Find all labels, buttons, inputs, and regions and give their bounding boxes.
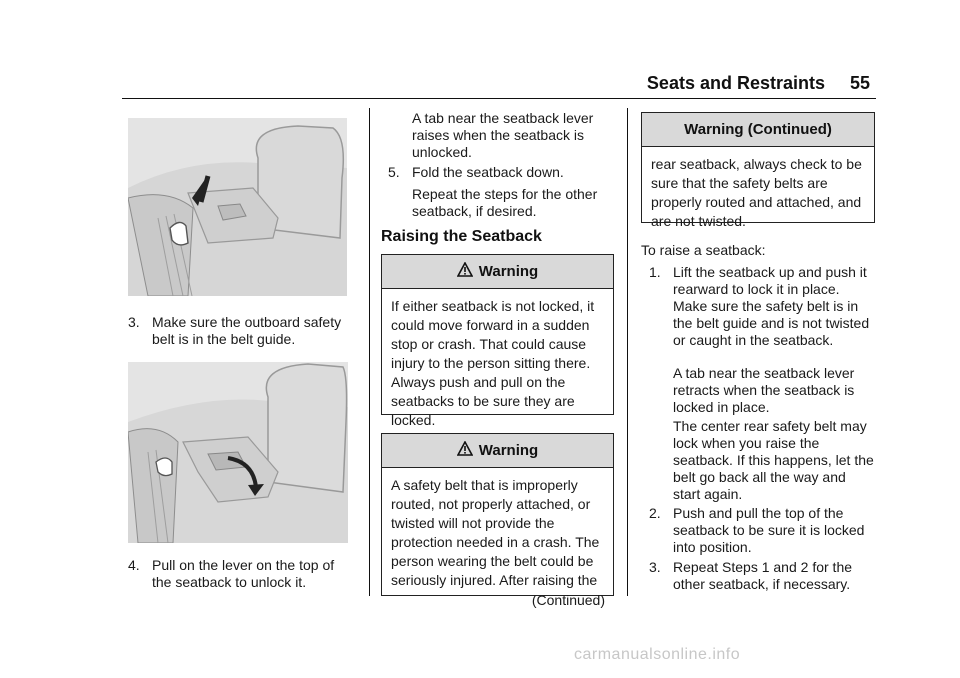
warning-title: Warning (478, 442, 539, 459)
step-number: 1. (649, 264, 661, 280)
warning-text: If either seatback is not locked, it could move forward in a sudden stop or crash. That could cause injury to the person sitting there. Always push and pull on the seatbacks to be sure they are locked. (391, 298, 595, 428)
step-number: 2. (649, 505, 661, 521)
seat-belt-guide-illustration (128, 118, 347, 296)
step-3-belt-guide (128, 314, 354, 348)
warning-box-belt-routing (381, 433, 614, 608)
step-text: Repeat Steps 1 and 2 for the other seatback, if necessary. (673, 559, 853, 592)
header-rule (122, 98, 876, 99)
step-number: 3. (128, 314, 140, 330)
step-text: Push and pull the top of the seatback to be sure it is locked into position. (673, 505, 865, 555)
warning-box-seatback-lock (381, 254, 614, 428)
section-heading-raising: Raising the Seatback (381, 228, 542, 245)
section-title: Seats and Restraints (646, 73, 825, 93)
column-divider-1 (369, 108, 370, 596)
warning-triangle-icon (457, 262, 473, 281)
warning-text: rear seatback, always check to be sure that the safety belts are properly routed and attached, and are not twisted. (651, 156, 862, 229)
warning-text: A safety belt that is improperly routed, not properly attached, or twisted will not provide the protection needed in a crash. The person wearing the belt could be seriously injured. After raising the (391, 477, 600, 588)
warning-header (382, 255, 613, 289)
step-text: Lift the seatback up and push it rearward to lock it in place. Make sure the safety belt is in the belt guide and is not twisted or caught in the seatback. (673, 264, 870, 348)
warning-header (642, 113, 874, 147)
note-center-belt: The center rear safety belt may lock when you raise the seatback. If this happens, let the belt go back all the way and start again. (673, 418, 874, 502)
step-number: 4. (128, 557, 140, 573)
step-number: 5. (388, 164, 400, 180)
step-text: Pull on the lever on the top of the seatback to unlock it. (152, 557, 335, 590)
step-2-push-pull (649, 505, 875, 556)
page-number: 55 (850, 73, 871, 93)
note-tab-retracts: A tab near the seatback lever retracts when the seatback is locked in place. (673, 365, 855, 415)
step-number: 3. (649, 559, 661, 575)
note-tab-raises: A tab near the seatback lever raises when the seatback is unlocked. (412, 110, 594, 160)
warning-triangle-icon (457, 441, 473, 460)
warning-title: Warning (Continued) (684, 121, 832, 138)
column-divider-2 (627, 108, 628, 596)
step-4-pull-lever (128, 557, 354, 591)
step-5-fold-seatback (388, 164, 614, 181)
watermark: carmanualsonline.info (574, 646, 741, 663)
warning-header (382, 434, 613, 468)
warning-box-continued (641, 112, 875, 229)
note-repeat-steps: Repeat the steps for the other seatback, if desired. (412, 186, 598, 219)
step-1-lift-seatback (649, 264, 875, 349)
step-3-repeat (649, 559, 875, 593)
seatback-lever-illustration (128, 362, 348, 543)
step-text: Fold the seatback down. (412, 164, 564, 180)
warning-title: Warning (478, 263, 539, 280)
step-text: Make sure the outboard safety belt is in the belt guide. (152, 314, 342, 347)
continued-label: (Continued) (531, 592, 605, 608)
intro-raise-seatback: To raise a seatback: (641, 242, 766, 258)
